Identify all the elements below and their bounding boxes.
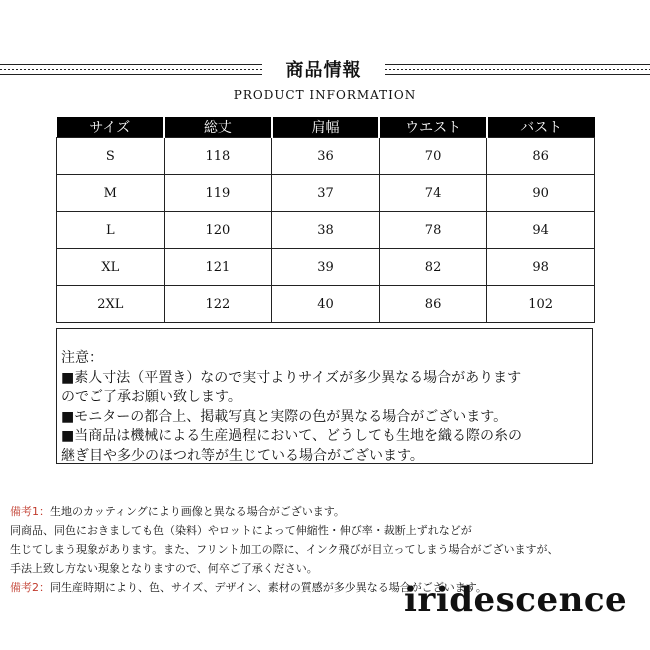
remark-2-label: 備考2： [10,581,50,594]
table-row [57,249,595,286]
table-cell: L [57,212,165,249]
table-cell: 86 [379,286,487,323]
header-rule-left [0,64,262,75]
table-cell: 40 [272,286,380,323]
table-cell: 98 [487,249,595,286]
size-table [56,117,595,323]
remark-1-label: 備考1： [10,505,50,518]
table-cell: 119 [164,175,272,212]
table-row [57,175,595,212]
remark-line: 生じてしまう現象があります。また、フリント加工の際に、インク飛びが目立ってしまう場合がございますが、 [10,543,559,556]
table-cell: 82 [379,249,487,286]
header-rule-right [385,64,650,75]
column-header-bust: バスト [487,117,595,138]
table-cell: 90 [487,175,595,212]
size-table-header-row [57,117,595,138]
table-cell: 37 [272,175,380,212]
table-cell: 122 [164,286,272,323]
table-cell: 74 [379,175,487,212]
table-cell: 70 [379,138,487,175]
notes-line: のでご了承お願い致します。 [61,389,242,405]
page-subtitle: PRODUCT INFORMATION [233,88,417,102]
table-row [57,286,595,323]
table-cell: 38 [272,212,380,249]
remark-1 [10,502,640,521]
table-row [57,212,595,249]
remark-2-text: 同生産時期により、色、サイズ、デザイン、素材の質感が多少異なる場合がございます。 [50,581,487,594]
notes-heading: 注意： [61,350,103,366]
page-title: 商品情報 [285,60,362,81]
remark-line: 同商品、同色におきましても色（染料）やロットによって伸縮性・伸び率・裁断上ずれなどが [10,524,472,537]
column-header-shoulder: 肩幅 [272,117,380,138]
table-cell: 78 [379,212,487,249]
table-cell: 102 [487,286,595,323]
table-cell: S [57,138,165,175]
table-row [57,138,595,175]
table-cell: 120 [164,212,272,249]
column-header-size: サイズ [57,117,165,138]
column-header-length: 総丈 [164,117,272,138]
remark-1-text: 生地のカッティングにより画像と異なる場合がございます。 [50,505,345,518]
notes-box [56,328,593,464]
table-cell: M [57,175,165,212]
column-header-waist: ウエスト [379,117,487,138]
notes-line: 継ぎ目や多少のほつれ等が生じている場合がございます。 [61,447,424,464]
table-cell: 118 [164,138,272,175]
table-cell: 94 [487,212,595,249]
table-cell: 121 [164,249,272,286]
table-cell: 36 [272,138,380,175]
table-cell: 2XL [57,286,165,323]
notes-line: ■素人寸法（平置き）なので実寸よりサイズが多少異なる場合があります [61,369,522,386]
notes-line: ■当商品は機械による生産過程において、どうしても生地を織る際の糸の [61,428,522,444]
table-cell: XL [57,249,165,286]
remark-line: 手法上致し方ない現象となりますので、何卒ご了承ください。 [10,562,318,575]
table-cell: 86 [487,138,595,175]
notes-line: ■モニターの都合上、掲載写真と実際の色が異なる場合がございます。 [61,408,508,425]
brand-watermark: iridescence [404,580,628,620]
table-cell: 39 [272,249,380,286]
